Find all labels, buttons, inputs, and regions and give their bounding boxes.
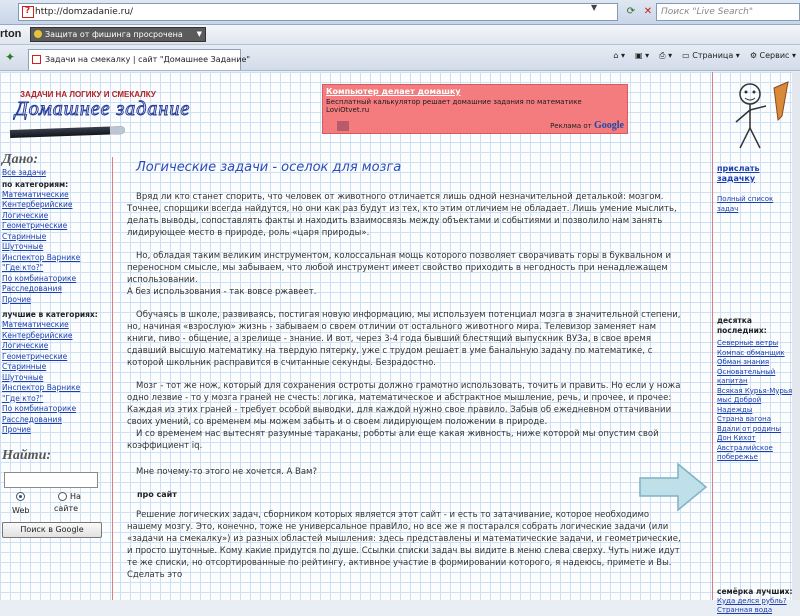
radio-site-label-1: На <box>70 491 81 501</box>
latest-task-link[interactable]: Дон Кихот <box>717 434 756 442</box>
live-search-input[interactable]: Поиск "Live Search" <box>656 3 800 21</box>
best-category-link[interactable]: Прочие <box>2 425 31 434</box>
paragraph-5-text: Мне почему-то этого не хочется. А Вам? <box>136 467 317 477</box>
pen-icon <box>10 126 125 138</box>
page-menu-label: Страница <box>692 51 734 60</box>
best-category-link[interactable]: Инспектор Варнике <box>2 383 81 392</box>
best-task-link[interactable]: Странная вода <box>717 606 773 614</box>
top10-label-1: десятка <box>717 316 752 325</box>
category-link[interactable]: "Где кто?" <box>2 263 44 272</box>
paragraph-6 <box>127 509 682 581</box>
notebook-margin-left <box>112 157 113 600</box>
tab-current[interactable] <box>28 49 251 70</box>
radio-site-label-2: сайте <box>54 503 79 513</box>
latest-task-link[interactable]: Страна вагона <box>717 415 772 423</box>
phishing-protection-button[interactable] <box>30 27 206 42</box>
category-link[interactable]: Кентерберийские <box>2 200 73 209</box>
address-url: http://domzadanie.ru/ <box>35 7 134 17</box>
print-icon[interactable]: ⎙ ▾ <box>659 51 673 60</box>
command-bar <box>613 51 796 61</box>
best-task-link[interactable]: Куда делся рубль? <box>717 596 787 605</box>
logo-tagline: ЗАДАЧИ НА ЛОГИКУ И СМЕКАЛКУ <box>20 90 156 99</box>
latest-task-link[interactable]: Обман знания <box>717 358 770 366</box>
feeds-icon[interactable]: ▣ ▾ <box>635 51 650 60</box>
category-link[interactable]: По комбинаторике <box>2 273 77 283</box>
ad-url[interactable]: LoviOtvet.ru <box>326 106 370 114</box>
address-dropdown-icon[interactable]: ▼ <box>591 3 598 12</box>
best-category-link[interactable]: Старинные <box>2 362 47 371</box>
ad-title[interactable]: Компьютер делает домашку <box>326 87 461 96</box>
category-link[interactable]: Старинные <box>2 231 47 241</box>
ads-by-label: Реклама от <box>550 122 592 130</box>
stop-icon[interactable]: ✕ <box>643 6 653 17</box>
norton-toolbar <box>0 25 800 45</box>
top10-label-2: последних: <box>717 326 767 335</box>
tab-favicon-icon <box>32 55 41 64</box>
tab-strip <box>0 45 800 71</box>
site-search-input[interactable] <box>4 472 98 488</box>
latest-task-link[interactable]: Основательный капитан <box>717 367 776 385</box>
favorites-star-icon[interactable]: ✦ <box>5 50 16 64</box>
latest-task-link[interactable]: Компас обманщик <box>717 348 785 357</box>
home-icon[interactable]: ⌂ ▾ <box>613 51 626 60</box>
best-category-link[interactable]: Шуточные <box>2 372 44 382</box>
google-ad-block[interactable] <box>322 84 628 134</box>
stickman-icon <box>722 80 792 152</box>
best-category-link[interactable]: Кентерберийские <box>2 330 73 340</box>
best-category-link[interactable]: Математические <box>2 320 69 329</box>
warning-icon <box>34 30 42 38</box>
by-category-label: по категориям: <box>2 179 69 189</box>
page-title: Логические задачи - оселок для мозга <box>136 160 402 175</box>
radio-site[interactable] <box>58 492 67 501</box>
category-link[interactable]: Шуточные <box>2 242 44 251</box>
paragraph-3 <box>127 309 682 369</box>
best-seven-list <box>717 597 793 616</box>
paragraph-5 <box>127 466 682 478</box>
best-category-link[interactable]: По комбинаторике <box>2 404 77 413</box>
best-category-list <box>2 320 110 436</box>
right-sidebar <box>717 164 793 616</box>
paragraph-1-text: Вряд ли кто станет спорить, что человек от животного отличается лишь одной незначительной деталькой: мозгом. Точнее, спорщики всегда найдутся, но они как раз будут из тех, кто этим отличием не обладает. Лишь умение мыслить, делать выводы, сопоставлять факты и находить взаимосвязь между объектами и событиями и позволило нам занять лидирующее место в природе, роль «царя природы». <box>127 192 677 238</box>
best-category-link[interactable]: "Где кто?" <box>2 393 44 403</box>
dano-heading: Дано: <box>2 152 38 167</box>
ad-text: Бесплатный калькулятор решает домашние задания по математике <box>326 98 582 106</box>
arrow-right-icon <box>638 462 708 512</box>
address-field[interactable] <box>18 3 618 21</box>
page-menu-button[interactable]: ▭ Страница ▾ <box>682 51 740 60</box>
ads-by-google[interactable] <box>550 120 624 131</box>
radio-web-label: Web <box>12 505 30 515</box>
logo-title: Домашнее задание <box>15 98 191 120</box>
google-logo: Google <box>594 120 624 131</box>
category-list <box>2 190 110 306</box>
category-link[interactable]: Геометрические <box>2 221 68 230</box>
tab-title: Задачи на смекалку | сайт "Домашнее Задание" <box>45 55 251 64</box>
category-link[interactable]: Прочие <box>2 294 31 304</box>
main-content <box>127 160 682 592</box>
category-link[interactable]: Инспектор Варнике <box>2 252 81 262</box>
latest-task-link[interactable]: Всякая Курья-Мурья мыс Доброй Надежды <box>717 386 793 414</box>
all-tasks-link[interactable]: Все задачи <box>2 168 46 177</box>
notebook-margin-right <box>712 72 713 600</box>
send-task-link[interactable]: прислать задачку <box>717 164 760 183</box>
latest-task-link[interactable]: Вдали от родины <box>717 424 781 433</box>
paragraph-2-text: Но, обладая таким великим инструментом, колоссальная мощь которого позволяет сворачивать горы в буквальном и переносном смысле, мы забываем, что любой инструмент имеет свойство приходить в негодность при ненадлежащем использовании. <box>127 251 671 285</box>
top7-label: семёрка лучших: <box>717 586 793 596</box>
paragraph-3-text: Обучаясь в школе, развиваясь, постигая новую информацию, мы используем потенциал мозга в значительной степени, но, начиная «взрослую» жизнь - забываем о своем отличии от остального животного мира. Телевизор заменяет нам книги, пиво - общение, а зрелище - знание. И вот, через 3-4 года бывший блестящий выпускник ВУЗа, в свое время сдавший высшую математику на твердую пятерку, уже с трудом решает в уме банальную задачу по математике, с которой школьник расправится в считанные секунды. Безрадостно. <box>127 310 681 368</box>
page-favicon-icon <box>22 6 34 18</box>
site-logo[interactable] <box>0 78 200 148</box>
paragraph-4-text: Мозг - тот же нож, который для сохранения остроты должно грамотно использовать, точить и править. Но если у ножа одно лезвие - то у мозга граней не счесть: логика, математическое и абстрактное мышление, речь, и прочее, и прочее: Каждая из этих граней - требует особой выводки, для каждой нужно свое правило. Забыв об ежедневном оттачивании своих умений, со временем мы можем забыть и о своем лидирующем положении в природе. <box>127 381 681 427</box>
paragraph-4 <box>127 380 682 452</box>
paragraph-4b-text: И со временем нас вытеснят разумные тараканы, роботы али еще какая живность, ниже которой мы опустим свой коэффициент iq. <box>127 429 659 451</box>
radio-web[interactable] <box>16 492 25 501</box>
category-link[interactable]: Математические <box>2 189 69 199</box>
tools-menu-button[interactable]: ⚙ Сервис ▾ <box>749 51 796 60</box>
paragraph-2b-text: А без использования - так вовсе ржавеет. <box>127 287 317 297</box>
best-category-label: лучшие в категориях: <box>2 310 98 319</box>
best-category-link[interactable]: Логические <box>2 341 49 350</box>
tools-menu-label: Сервис <box>759 51 790 60</box>
latest-tasks-list <box>717 339 793 463</box>
paragraph-6-text: Решение логических задач, сборником которых является этот сайт - и есть то затачивание, которое необходимо нашему мозгу. Это, конечно, тоже не универсальное правИло, но все же я постарался собрать логические задачи (или «задачи на смекалку») из разных областей мышления: здесь представлены и математические задачи, и геометрические, и просто шуточные. Кому какие придутся по душе. Ссылки списки задач вы видите в меню слева сверху. Чуть ниже идут те же списки, но отсортированные по рейтингу, активное участие в формировании которого, я надеюсь, примете и Вы. Сделать это <box>127 510 681 580</box>
web-page <box>0 72 800 614</box>
find-heading: Найти: <box>2 447 52 463</box>
refresh-icon[interactable]: ⟳ <box>626 6 636 17</box>
paragraph-1 <box>127 191 682 239</box>
latest-task-link[interactable]: Северные ветры <box>717 339 779 347</box>
best-category-link[interactable]: Геометрические <box>2 351 68 361</box>
search-scope-radios <box>2 492 110 520</box>
scrollbar[interactable] <box>792 72 800 600</box>
full-list-link[interactable]: Полный список задач <box>717 195 774 213</box>
category-link[interactable]: Логические <box>2 210 49 220</box>
norton-logo: rton <box>0 28 22 40</box>
paragraph-2 <box>127 250 682 298</box>
address-bar-row <box>0 0 800 25</box>
about-site-heading: про сайт <box>137 490 177 499</box>
ad-image-icon <box>337 121 349 131</box>
latest-task-link[interactable]: Австралийское побережье <box>717 443 773 461</box>
phishing-label: Защита от фишинга просрочена <box>45 30 183 39</box>
chevron-down-icon: ▼ <box>196 30 202 38</box>
google-search-button[interactable]: Поиск в Google <box>2 522 102 538</box>
category-link[interactable]: Расследования <box>2 284 62 293</box>
best-category-link[interactable]: Расследования <box>2 414 62 424</box>
left-sidebar <box>2 152 110 538</box>
